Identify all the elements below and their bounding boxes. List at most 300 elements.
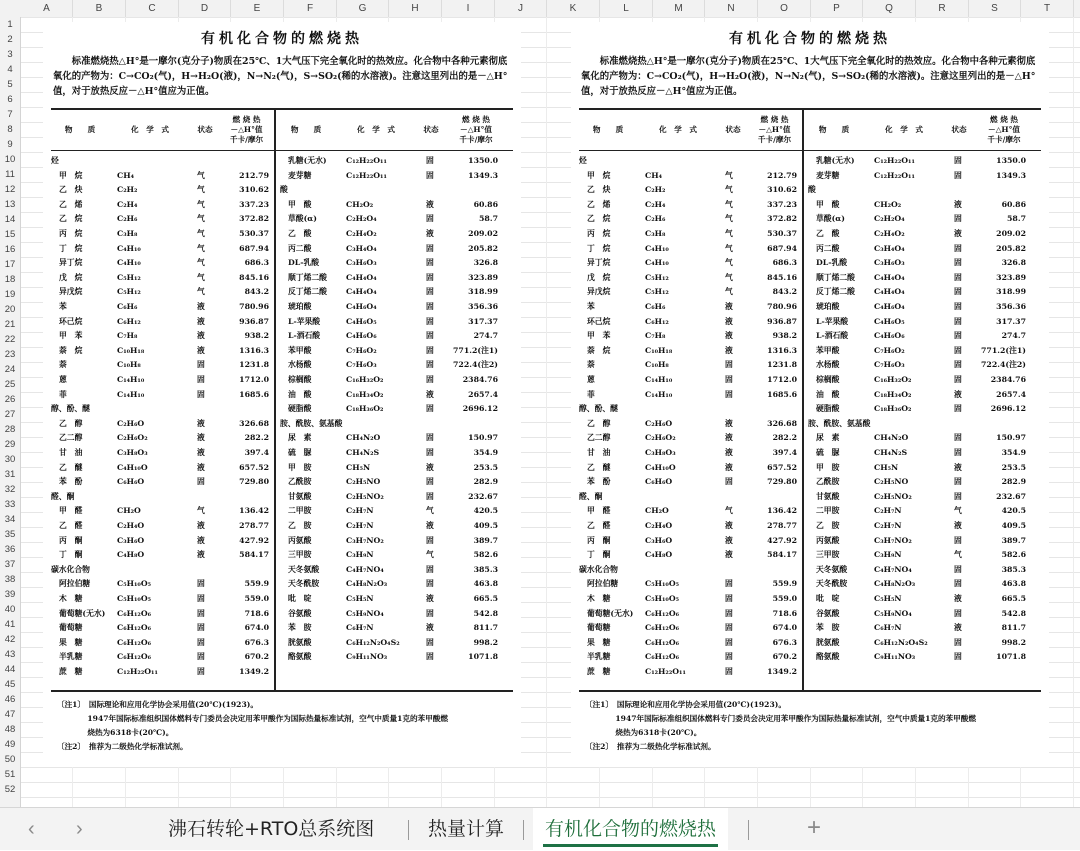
table-row (51, 242, 273, 256)
chemical-formula: C₃H₆O₃ (874, 258, 905, 268)
column-header-cell[interactable]: J (495, 0, 547, 17)
table-row (280, 169, 502, 183)
substance-name: 异戊烷 (587, 287, 611, 297)
row-header-cell[interactable]: 31 (4, 469, 16, 480)
tab-next-button[interactable]: › (76, 818, 83, 840)
row-header-cell[interactable]: 9 (7, 139, 13, 150)
column-header-cell[interactable]: L (600, 0, 653, 17)
row-header-cell[interactable]: 22 (4, 334, 16, 345)
heat-value: 843.2 (772, 287, 797, 297)
state: 固 (426, 287, 434, 297)
row-header-cell[interactable]: 50 (4, 754, 16, 765)
substance-name: 琥珀酸 (288, 302, 312, 311)
table-header-cell: 燃 烧 热 －△H°值 千卡/摩尔 (987, 115, 1021, 144)
column-header-cell[interactable]: D (179, 0, 231, 17)
state: 固 (197, 667, 205, 676)
table-row (808, 461, 1030, 475)
state: 液 (954, 229, 962, 238)
note-line: 〔注2〕 推荐为二级热化学标准试剂。 (585, 742, 716, 751)
chemical-formula: C₆H₁₂O₆ (645, 652, 680, 662)
substance-name: 丁 酮 (587, 550, 611, 560)
substance-name: 吡 啶 (288, 594, 312, 603)
chemical-formula: C₅H₅N (346, 594, 374, 603)
row-header-cell[interactable]: 29 (4, 439, 16, 450)
column-header-cell[interactable]: I (442, 0, 495, 17)
heat-value: 232.67 (468, 491, 498, 501)
chemical-formula: C₆H₆O (645, 477, 673, 487)
substance-name: 半乳糖 (59, 652, 83, 662)
state: 液 (197, 418, 205, 428)
row-header-cell[interactable]: 23 (4, 349, 16, 360)
tab-prev-button[interactable]: ‹ (28, 818, 35, 840)
heat-value: 326.8 (473, 258, 498, 268)
state: 液 (197, 345, 205, 355)
table-divider (802, 110, 804, 690)
state: 固 (426, 637, 434, 647)
table-row (808, 607, 1030, 621)
chemical-formula: C₁₀H₈ (117, 360, 141, 370)
substance-name: 异戊烷 (59, 287, 83, 297)
table-row (51, 198, 273, 212)
state: 固 (426, 652, 434, 662)
table-row (808, 490, 1030, 504)
column-header-cell[interactable]: B (73, 0, 126, 17)
table-row (579, 402, 801, 416)
heat-value: 463.8 (1001, 579, 1026, 589)
tab-combustion-heat-label: 有机化合物的燃烧热 (545, 818, 717, 840)
heat-value: 326.8 (1001, 258, 1026, 268)
state: 固 (954, 491, 962, 501)
row-header-cell[interactable]: 47 (4, 709, 16, 720)
heat-value: 317.37 (468, 316, 498, 326)
chemical-formula: C₆H₆ (117, 302, 138, 311)
heat-value: 674.0 (772, 623, 797, 633)
state: 液 (725, 331, 733, 341)
state: 固 (426, 360, 434, 370)
state: 气 (725, 170, 733, 180)
row-header (0, 17, 21, 807)
heat-value: 205.82 (996, 243, 1026, 253)
table-row (808, 592, 1030, 606)
state: 固 (197, 579, 205, 589)
heat-value: 318.99 (996, 287, 1026, 297)
row-header-cell[interactable]: 7 (7, 109, 13, 120)
heat-value: 2696.12 (462, 404, 498, 414)
substance-name: 甲 苯 (587, 331, 611, 341)
substance-name: L-酒石酸 (816, 331, 849, 341)
state: 固 (197, 652, 205, 662)
substance-name: 吡 啶 (816, 594, 840, 603)
chemical-formula: C₇H₈ (117, 331, 138, 341)
table-row (280, 344, 502, 358)
chemical-formula: C₆H₇N (874, 623, 902, 633)
row-header-cell[interactable]: 49 (4, 739, 16, 750)
column-header-cell[interactable]: F (284, 0, 337, 17)
section-heading: 烃 (51, 156, 59, 165)
substance-name: 菲 (587, 389, 595, 399)
note-line: 烧热为6318卡(20℃)。 (585, 728, 702, 737)
row-header-cell[interactable]: 8 (7, 124, 13, 135)
heat-value: 936.87 (239, 316, 269, 326)
table-row (280, 504, 502, 518)
substance-name: 乙二醇 (59, 433, 83, 443)
chemical-formula: C₄H₈O (117, 550, 145, 560)
heat-value: 372.82 (239, 214, 269, 224)
heat-value: 318.99 (468, 287, 498, 297)
combustion-heat-table (51, 108, 513, 692)
table-row (51, 315, 273, 329)
column-header-cell[interactable]: Q (863, 0, 916, 17)
heat-value: 722.4(注2) (452, 360, 498, 370)
substance-name: 二甲胺 (816, 506, 840, 516)
column-header-cell[interactable]: G (337, 0, 389, 17)
row-header-cell[interactable]: 3 (7, 49, 13, 60)
row-header-cell[interactable]: 34 (4, 514, 16, 525)
table-row (280, 300, 502, 314)
heat-value: 278.77 (767, 521, 797, 530)
table-row (579, 154, 801, 168)
table-row (579, 344, 801, 358)
heat-value: 253.5 (473, 462, 498, 472)
heat-value: 542.8 (1001, 608, 1026, 618)
substance-name: 乙 烷 (59, 214, 83, 224)
substance-name: 苯 胺 (288, 623, 312, 633)
heat-value: 1349.3 (996, 170, 1026, 180)
chemical-formula: C₄H₆O₅ (346, 316, 377, 326)
table-row (808, 563, 1030, 577)
heat-value: 559.0 (244, 594, 269, 603)
table-row (808, 169, 1030, 183)
state: 固 (954, 302, 962, 311)
table-header-cell: 状态 (725, 125, 741, 134)
row-header-cell[interactable]: 33 (4, 499, 16, 510)
row-header-cell[interactable]: 18 (4, 274, 16, 285)
column-header-cell[interactable]: E (231, 0, 284, 17)
chemical-formula: CH₂O₂ (874, 199, 902, 209)
row-header-cell[interactable]: 45 (4, 679, 16, 690)
row-header-cell[interactable]: 17 (4, 259, 16, 270)
heat-value: 323.89 (468, 272, 498, 282)
row-header-cell[interactable]: 1 (7, 19, 13, 30)
substance-name: 天冬酰胺 (816, 579, 848, 589)
note-line: 〔注1〕 国际理论和应用化学协会采用值(20℃)(1923)。 (585, 700, 786, 709)
column-header-cell[interactable]: N (705, 0, 758, 17)
row-header-cell[interactable]: 37 (4, 559, 16, 570)
table-row (51, 461, 273, 475)
chemical-formula: C₄H₁₀O (645, 462, 676, 472)
state: 气 (954, 550, 962, 560)
state: 固 (426, 477, 434, 487)
state: 液 (426, 389, 434, 399)
substance-name: 苯甲酸 (816, 345, 840, 355)
state: 固 (954, 331, 962, 341)
row-header-cell[interactable]: 46 (4, 694, 16, 705)
table-header-cell: 物 质 (64, 125, 96, 134)
substance-name: 尿 素 (288, 433, 312, 443)
heat-value: 209.02 (996, 229, 1026, 238)
table-row (51, 548, 273, 562)
table-row (579, 329, 801, 343)
row-header-cell[interactable]: 24 (4, 364, 16, 375)
heat-value: 530.37 (239, 229, 269, 238)
state: 固 (725, 623, 733, 633)
tab-system-diagram[interactable]: 沸石转轮+RTO总系统图 (168, 818, 375, 840)
column-header-cell[interactable]: M (653, 0, 705, 17)
substance-name: 硫 脲 (816, 448, 840, 457)
table-row (51, 154, 273, 168)
table-row (579, 548, 801, 562)
row-header-cell[interactable]: 26 (4, 394, 16, 405)
column-header-cell[interactable]: R (916, 0, 969, 17)
row-header-cell[interactable]: 41 (4, 619, 16, 630)
document-title: 有机化合物的燃烧热 (729, 31, 891, 47)
table-row (51, 475, 273, 489)
row-header-cell[interactable]: 19 (4, 289, 16, 300)
row-header-cell[interactable]: 15 (4, 229, 16, 240)
table-row (51, 344, 273, 358)
row-header-cell[interactable]: 5 (7, 79, 13, 90)
substance-name: 谷氨酸 (816, 608, 840, 618)
chemical-formula: C₁₂H₂₂O₁₁ (645, 667, 686, 676)
column-header-cell[interactable]: O (758, 0, 811, 17)
column-header-cell[interactable]: S (969, 0, 1021, 17)
heat-value: 771.2(注1) (980, 345, 1026, 355)
table-row (280, 315, 502, 329)
state: 固 (954, 214, 962, 224)
state: 固 (954, 477, 962, 487)
substance-name: 硬脂酸 (816, 404, 840, 414)
heat-value: 427.92 (767, 535, 797, 545)
table-row (280, 402, 502, 416)
table-header-cell: 化 学 式 (131, 125, 169, 134)
heat-value: 323.89 (996, 272, 1026, 282)
chemical-formula: C₃H₈O₃ (645, 448, 676, 457)
table-row (579, 607, 801, 621)
substance-name: 胱氨酸 (816, 637, 840, 647)
heat-value: 729.80 (767, 477, 797, 487)
row-header-cell[interactable]: 30 (4, 454, 16, 465)
substance-name: 阿拉伯糖 (587, 579, 619, 589)
heat-value: 205.82 (468, 243, 498, 253)
state: 液 (954, 521, 962, 530)
table-row (579, 563, 801, 577)
state: 液 (725, 550, 733, 560)
chemical-formula: C₂H₄ (117, 199, 138, 209)
row-header-cell[interactable]: 20 (4, 304, 16, 315)
substance-name: 葡萄糖(无水) (587, 608, 634, 618)
row-header-cell[interactable]: 51 (4, 769, 16, 780)
row-header-cell[interactable]: 32 (4, 484, 16, 495)
tab-separator (523, 820, 524, 840)
row-header-cell[interactable]: 21 (4, 319, 16, 330)
heat-value: 530.37 (767, 229, 797, 238)
substance-name: 丁 烷 (59, 243, 83, 253)
heat-value: 1349.3 (468, 170, 498, 180)
tab-combustion-heat[interactable] (533, 808, 728, 851)
heat-value: 282.2 (244, 433, 269, 443)
substance-name: 甲 酸 (288, 199, 312, 209)
pasted-image-right[interactable] (571, 22, 1049, 767)
table-header-cell: 燃 烧 热 －△H°值 千卡/摩尔 (229, 115, 264, 144)
heat-value: 845.16 (239, 272, 269, 282)
row-header-cell[interactable]: 44 (4, 664, 16, 675)
row-header-cell[interactable]: 39 (4, 589, 16, 600)
row-header-cell[interactable]: 40 (4, 604, 16, 615)
state: 液 (725, 521, 733, 530)
heat-value: 337.23 (239, 199, 269, 209)
state: 固 (426, 448, 434, 457)
state: 固 (954, 272, 962, 282)
table-row (51, 650, 273, 664)
table-row (51, 169, 273, 183)
heat-value: 1071.8 (996, 652, 1026, 662)
substance-name: 丙氨酸 (288, 535, 312, 545)
substance-name: 乙酰胺 (816, 477, 840, 487)
table-row (579, 388, 801, 402)
chemical-formula: C₄H₈N₂O₃ (874, 579, 916, 589)
substance-name: 丙氨酸 (816, 535, 840, 545)
substance-name: 甲 烷 (59, 170, 83, 180)
substance-name: 顺丁烯二酸 (816, 272, 855, 282)
column-header-cell[interactable]: A (21, 0, 73, 17)
substance-name: 乙 醇 (587, 418, 611, 428)
table-row (51, 358, 273, 372)
tab-heat-calc[interactable]: 热量计算 (428, 818, 505, 840)
chemical-formula: C₄H₁₀ (117, 258, 141, 268)
row-header-cell[interactable]: 13 (4, 199, 16, 210)
table-row (808, 227, 1030, 241)
table-row (808, 636, 1030, 650)
table-row (51, 256, 273, 270)
state: 固 (954, 170, 962, 180)
table-row (579, 592, 801, 606)
substance-name: 木 糖 (59, 594, 83, 603)
row-header-cell[interactable]: 2 (7, 34, 13, 45)
grid-column-line (1073, 17, 1074, 807)
row-header-cell[interactable]: 52 (4, 784, 16, 795)
table-row (808, 329, 1030, 343)
heat-value: 385.3 (473, 564, 498, 574)
state: 液 (197, 448, 205, 457)
add-sheet-button[interactable]: + (807, 814, 822, 841)
column-header-cell[interactable]: K (547, 0, 600, 17)
chemical-formula: C₇H₆O₂ (346, 345, 377, 355)
chemical-formula: C₆H₁₂ (645, 316, 669, 326)
heat-value: 150.97 (468, 433, 498, 443)
table-row (579, 183, 801, 197)
heat-value: 582.6 (473, 550, 498, 560)
chemical-formula: C₁₆H₃₂O₂ (874, 375, 912, 384)
column-header-cell[interactable]: T (1021, 0, 1074, 17)
substance-name: 蒽 (587, 375, 595, 384)
table-row (808, 300, 1030, 314)
row-header-cell[interactable]: 36 (4, 544, 16, 555)
heat-value: 559.9 (772, 579, 797, 589)
table-row (579, 650, 801, 664)
row-header-cell[interactable]: 38 (4, 574, 16, 585)
substance-name: 水杨酸 (288, 360, 312, 370)
table-row (808, 431, 1030, 445)
state: 固 (426, 258, 434, 268)
row-header-cell[interactable]: 4 (7, 64, 13, 75)
sheet-grid[interactable] (21, 17, 1080, 807)
state: 固 (426, 243, 434, 253)
heat-value: 676.3 (772, 637, 797, 647)
state: 气 (725, 199, 733, 209)
chemical-formula: C₁₂H₂₂O₁₁ (874, 170, 915, 180)
heat-value: 212.79 (239, 170, 269, 180)
row-header-cell[interactable]: 42 (4, 634, 16, 645)
row-header-cell[interactable]: 25 (4, 379, 16, 390)
substance-name: 丁 烷 (587, 243, 611, 253)
row-header-cell[interactable]: 16 (4, 244, 16, 255)
substance-name: 环己烷 (587, 316, 611, 326)
state: 固 (426, 272, 434, 282)
state: 固 (426, 302, 434, 311)
state: 气 (426, 506, 434, 516)
row-header-cell[interactable]: 14 (4, 214, 16, 225)
chemical-formula: C₂H₂ (645, 185, 666, 195)
substance-name: 反丁烯二酸 (816, 287, 855, 297)
state: 固 (954, 316, 962, 326)
substance-name: 苯 (587, 302, 595, 311)
heat-value: 1231.8 (239, 360, 269, 370)
heat-value: 2384.76 (990, 375, 1026, 384)
row-header-cell[interactable]: 27 (4, 409, 16, 420)
table-header-cell: 化 学 式 (659, 125, 697, 134)
heat-value: 317.37 (996, 316, 1026, 326)
substance-name: 苯甲酸 (288, 345, 312, 355)
chemical-formula: C₄H₄O₄ (346, 272, 377, 282)
chemical-formula: C₃H₇NO₂ (346, 535, 384, 545)
table-row (808, 271, 1030, 285)
column-header-cell[interactable]: C (126, 0, 179, 17)
state: 固 (197, 375, 205, 384)
row-header-cell[interactable]: 11 (5, 169, 15, 180)
state: 液 (954, 462, 962, 472)
row-header-cell[interactable]: 10 (4, 154, 16, 165)
state: 气 (197, 258, 205, 268)
row-header-cell[interactable]: 12 (4, 184, 16, 195)
table-row (51, 592, 273, 606)
state: 气 (197, 506, 205, 516)
substance-name: 蔗 糖 (587, 667, 611, 676)
row-header-cell[interactable]: 35 (4, 529, 16, 540)
table-row (280, 650, 502, 664)
substance-name: 乙酰胺 (288, 477, 312, 487)
chemical-formula: C₅H₁₂ (117, 272, 141, 282)
substance-name: 蔗 糖 (59, 667, 83, 676)
state: 固 (426, 404, 434, 414)
chemical-formula: C₅H₁₀O₅ (645, 579, 680, 589)
substance-name: 果 糖 (59, 637, 83, 647)
column-header-cell[interactable]: P (811, 0, 863, 17)
column-header-cell[interactable]: H (389, 0, 442, 17)
state: 气 (725, 214, 733, 224)
heat-value: 209.02 (468, 229, 498, 238)
row-header-cell[interactable]: 48 (4, 724, 16, 735)
state: 液 (426, 199, 434, 209)
row-header-cell[interactable]: 43 (4, 649, 16, 660)
pasted-image-left[interactable] (43, 22, 521, 767)
row-header-cell[interactable]: 6 (7, 94, 13, 105)
chemical-formula: C₁₄H₁₀ (645, 389, 673, 399)
chemical-formula: C₇H₆O₃ (346, 360, 377, 370)
heat-value: 354.9 (1001, 448, 1026, 457)
table-row (51, 607, 273, 621)
combustion-heat-table (579, 108, 1041, 692)
row-header-cell[interactable]: 28 (4, 424, 16, 435)
